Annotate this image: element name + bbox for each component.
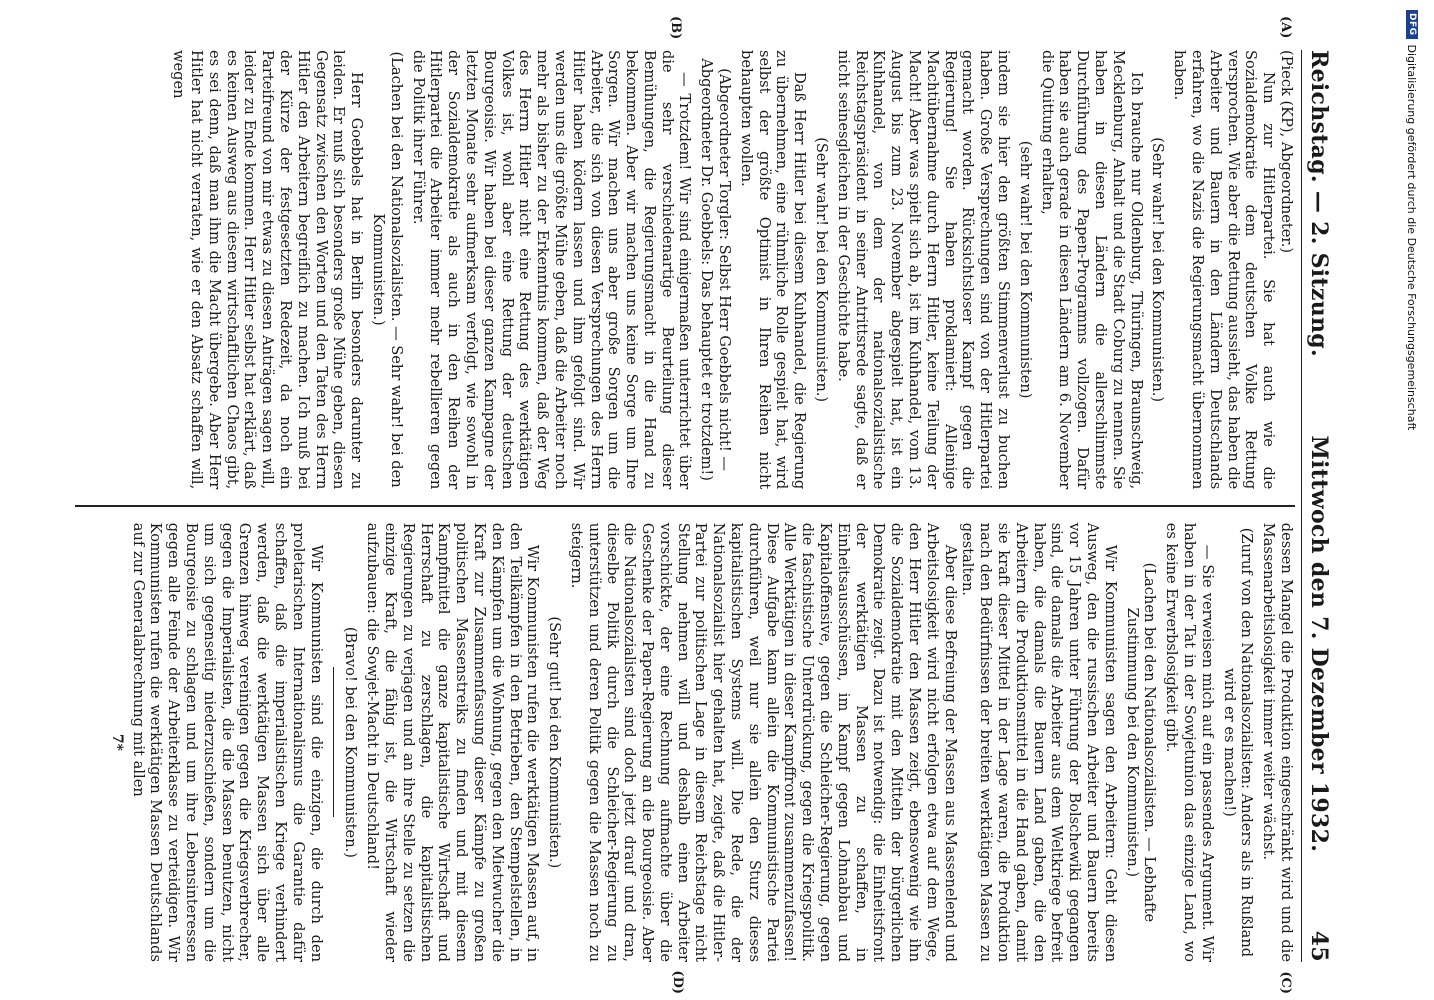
right-paragraph-6: Wir Kommunisten sind die einzigen, die durch den proletarischen Internationalismus die Garantie dafür schaffen, daß die imperialistischen Kriege verhindert werden, daß die werktätigen Massen sich über alle Grenzen hinweg vereinigen gegen die Kriegsverbrecher, gegen die Imperialisten, die die Massen benutzen, nicht um sich gegenseitig niederzuschießen, sondern um die Bourgeoisie zu schlagen und um ihre Lebensinteressen gegen alle Feinde der Arbeiterklasse zu verteidigen. Wir Kommunisten rufen die werktätigen Massen Deutschlands auf zur Generalabrechnung mit allen xyxy=(129,522,325,962)
left-paragraph-5: — Trotzdem! Wir sind einigermaßen unterrichtet über die sehr verschiedenartige Beurteilung dieser Bemühungen, die Regierungsmacht in die Hand zu bekommen. Aber wir machen uns keine Sorge um Ihre Sorgen. Wir machen uns aber große Sorgen um die Arbeiter, die sich von diesen Versprechungen des Herrn Hitler haben ködern lassen und ihm gefolgt sind. Wir werden uns die größte Mühe geben, daß die Arbeiter noch mehr als bisher zu der Erkenntnis kommen, daß der Weg des Herrn Hitler nicht eine Rettung des werktätigen Volkes ist, wohl aber eine Rettung der deutschen Bourgeoisie. Wir haben bei dieser ganzen Kampagne der letzten Monate sehr aufmerksam verfolgt, wie sowohl in der Sozialdemokratie als auch in den Reihen der Hitlerpartei die Arbeiter immer mehr rebellieren gegen die Politik ihrer Führer. xyxy=(409,50,694,490)
digitization-text: Digitalisierung gefördert durch die Deutsche Forschungsgemeinschaft xyxy=(1405,44,1419,431)
left-interjection-2: (sehr wahr! bei den Kommunisten) xyxy=(1016,140,1034,399)
right-interjection-2: (Lachen bei den Nationalsozialisten. — Lebhafte Zustimmung bei den Kommunisten.) xyxy=(1123,562,1159,923)
scanned-page xyxy=(20,0,1350,1000)
left-interjection-3: (Sehr wahr! bei den Kommunisten.) xyxy=(813,137,831,403)
right-paragraph-2: — Sie verweisen mich auf ein passendes Argument. Wir haben in der Tat in der Sowjetunion das einzige Land, wo es keine Erwerbslosigkeit gibt. xyxy=(1163,522,1216,962)
right-interjection-1: (Zuruf von den Nationalsozialisten: Anders als in Rußland wird er es machen!) xyxy=(1220,527,1256,958)
right-paragraph-3: Wir Kommunisten sagen den Arbeitern: Geht diesen Ausweg, den die russischen Arbeiter und Bauern bereits vor 15 Jahren unter Führung der Bolschewiki gegangen sind, die damals die Arbeiter aus dem Weltkriege befreit haben, die damals die Bauern Land gaben, die den Arbeitern die Produktionsmittel in die Hand gaben, damit sie kraft dieser Mittel in der Lage waren, die Produktion nach den Bedürfnissen der breiten werktätigen Massen zu gestalten. xyxy=(959,522,1119,962)
right-interjection-3: (Sehr gut! bei den Kommunisten.) xyxy=(546,616,564,869)
margin-marker-c: (C) xyxy=(1278,971,1293,994)
digitization-note xyxy=(1404,10,1432,990)
section-rule xyxy=(333,667,334,817)
running-head xyxy=(1301,50,1332,962)
left-paragraph-4: Daß Herr Hitler bei diesem Kuhhandel, die Regierung zu übernehmen, eine rühmliche Rolle gespielt hat, wird selbst der größte Optimist in Ihren Reihen nicht behaupten wollen. xyxy=(737,50,809,490)
right-paragraph-1: dessen Mangel die Produktion eingeschränkt wird und die Massenarbeitslosigkeit immer weiter wächst. xyxy=(1260,522,1295,962)
right-column xyxy=(75,522,1295,994)
speaker-line: (Pieck (KP), Abgeordneter.) xyxy=(1278,50,1295,254)
left-paragraph-1: Nun zur Hitlerpartei. Sie hat auch wie die Sozialdemokratie dem deutschen Volke Rettung versprochen. Wie aber die Rettung aussieht, das haben die Arbeiter und Bauern in den Ländern Deutschlands erfahren, wo die Nazis die Regierungsmacht übernommen haben. xyxy=(1171,50,1278,490)
left-column xyxy=(75,16,1295,490)
left-paragraph-6: Herr Goebbels hat in Berlin besonders darunter zu leiden. Er muß sich besonders große Mühe geben, diesen Gegensatz zwischen den Worten und den Taten des Herrn Hitler den Arbeitern begreiflich zu machen. Ich muß bei der Kürze der festgesetzten Redezeit, da noch ein Parteifreund von mir etwas zu diesen Anträgen sagen will, leider zu Ende kommen. Herr Hitler selbst hat erklärt, daß es keinen Ausweg aus diesem wirtschaftlichen Chaos gibt, es sei denn, daß man ihm die Macht übergebe. Aber Herr Hitler hat nicht verraten, wie er den Absatz schaffen will, wegen xyxy=(170,50,366,490)
margin-marker-d: (D) xyxy=(670,970,685,994)
left-interjection-4: (Abgeordneter Torgler: Selbst Herr Goebbels nicht! — Abgeordneter Dr. Goebbels: Das behauptet er trotzdem!) xyxy=(698,58,734,481)
left-paragraph-3: indem sie hier den größten Stimmenverlust zu buchen haben. Große Versprechungen sind von der Hitlerpartei gemacht worden. Rücksichtsloser Kampf gegen die Regierung! Sie haben proklamiert: Alleinige Machtübernahme durch Herrn Hitler, keine Teilung der Macht! Aber was spielt sich ab, ist im Kuhhandel, vom 13. August bis zum 23. November abgespielt hat, ist ein Kuhhandel, von dem der nationalsozialistische Reichstagspräsident in seiner Antrittsrede sagte, daß er nicht seinesgleichen in der Geschichte habe. xyxy=(834,50,1013,490)
right-interjection-4: (Bravo! bei den Kommunisten.) xyxy=(342,626,360,858)
header-session: Reichstag. — 2. Sitzung. xyxy=(1306,50,1332,357)
left-interjection-5: (Lachen bei den Nationalsozialisten. — Sehr wahr! bei den Kommunisten.) xyxy=(369,51,405,488)
dfg-logo-icon: DFG xyxy=(1406,10,1418,39)
right-paragraph-4: Aber diese Befreiung der Massen aus Massenelend und Arbeitslosigkeit wird nicht erfolgen etwa auf dem Wege, den Herr Hitler den Massen zeigt, ebensowenig wie ihn die Sozialdemokratie mit den Mitteln der bürgerlichen Demokratie zeigt. Dazu ist notwendig: die Einheitsfront der werktätigen Massen zu schaffen, in Einheitsausschüssen, im Kampf gegen Lohnabbau und Kapitaloffensive, gegen die Schleicher-Regierung, gegen die faschistische Unterdrückung, gegen die Kriegspolitik. Alle Werktätigen in dieser Kampffront zusammenzufassen! Diese Aufgabe kann allein die Kommunistische Partei durchführen, weil nur sie allein den Sturz dieses kapitalistischen Systems will. Die Rede, die der Nationalsozialist hier gehalten hat, zeigte, daß die Hitler-Partei zur politischen Lage in diesem Reichstage nicht Stellung nehmen will und deshalb einen Arbeiter vorschickte, der eine Rechnung aufmachte über die Geschenke der Papen-Regierung an die Bourgeoisie. Aber die Nationalsozialisten sind doch jetzt drauf und dran, dieselbe Politik durch die Schleicher-Regierung zu unterstützen und deren Politik gegen die Massen noch zu steigern. xyxy=(567,522,959,962)
left-paragraph-2: Ich brauche nur Oldenburg, Thüringen, Braunschweig, Mecklenburg, Anhalt und die Stadt Coburg zu nennen. Sie haben in diesen Ländern die allerschlimmste Durchführung des Papen-Programms vollzogen. Dafür haben sie auch gerade in diesen Ländern am 6. November die Quittung erhalten, xyxy=(1038,50,1145,490)
right-paragraph-5: Wir Kommunisten rufen die werktätigen Massen auf, in den Teilkämpfen in den Betrieben, den Stempelstellen, in den Kämpfen um die Wohnung, gegen den Mietwucher die Kraft zur Zusammenfassung dieser Kämpfe zu großen politischen Massenstreiks zu finden und mit diesem Kampfmittel die ganze kapitalistische Wirtschaft und Herrschaft zu zerschlagen, die kapitalistischen Regierungen zu verjagen und an ihre Stelle zu setzen die einzige Kraft, die fähig ist, die Wirtschaft wieder aufzubauen: die Sowjet-Macht in Deutschland! xyxy=(364,522,542,962)
page-number: 45 xyxy=(1306,930,1332,962)
left-interjection-1: (Sehr wahr! bei den Kommunisten.) xyxy=(1149,137,1167,403)
margin-marker-a: (A) xyxy=(1278,16,1293,39)
header-date: Mittwoch den 7. Dezember 1932. xyxy=(1306,435,1332,853)
text-columns xyxy=(75,16,1295,994)
column-divider xyxy=(75,505,1295,507)
signature-mark: 7* xyxy=(108,733,125,751)
margin-marker-b: (B) xyxy=(668,16,683,40)
